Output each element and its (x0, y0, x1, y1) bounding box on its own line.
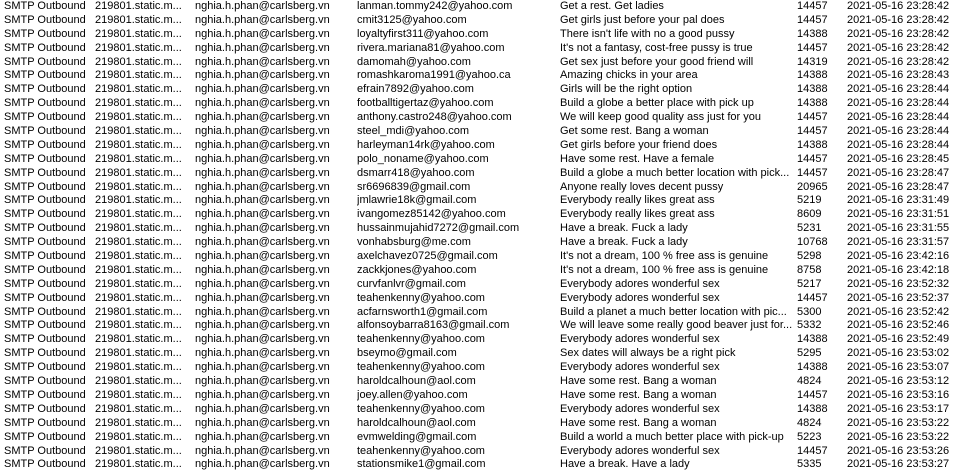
log-row[interactable] (0, 458, 960, 472)
cell-sender: nghia.h.phan@carlsberg.vn (195, 13, 330, 26)
log-row[interactable] (0, 42, 960, 56)
log-row[interactable] (0, 97, 960, 111)
cell-time: 2021-05-16 23:53:27 (847, 458, 950, 471)
cell-subject: Have a break. Have a lady (560, 458, 690, 471)
cell-subject: We will keep good quality ass just for you (560, 111, 761, 124)
cell-server: 219801.static.m... (95, 97, 182, 110)
cell-sender: nghia.h.phan@carlsberg.vn (195, 277, 330, 290)
cell-type: SMTP Outbound (4, 263, 86, 276)
cell-time: 2021-05-16 23:53:26 (847, 444, 950, 457)
cell-type: SMTP Outbound (4, 250, 86, 263)
cell-server: 219801.static.m... (95, 208, 182, 221)
log-row[interactable] (0, 28, 960, 42)
cell-time: 2021-05-16 23:28:44 (847, 83, 950, 96)
cell-sender: nghia.h.phan@carlsberg.vn (195, 361, 330, 374)
cell-subject: Sex dates will always be a right pick (560, 347, 736, 360)
cell-recipient: romashkaroma1991@yahoo.ca (357, 69, 511, 82)
cell-subject: Anyone really loves decent pussy (560, 180, 724, 193)
cell-time: 2021-05-16 23:52:42 (847, 305, 950, 318)
cell-time: 2021-05-16 23:53:07 (847, 361, 950, 374)
cell-subject: We will leave some really good beaver just for... (560, 319, 792, 332)
cell-recipient: rivera.mariana81@yahoo.com (357, 41, 505, 54)
log-row[interactable] (0, 306, 960, 320)
log-row[interactable] (0, 333, 960, 347)
cell-time: 2021-05-16 23:28:45 (847, 152, 950, 165)
cell-subject: It's not a dream, 100 % free ass is genuine (560, 263, 769, 276)
cell-size: 14388 (797, 333, 828, 346)
cell-sender: nghia.h.phan@carlsberg.vn (195, 347, 330, 360)
cell-size: 20965 (797, 180, 828, 193)
cell-time: 2021-05-16 23:28:42 (847, 27, 950, 40)
cell-size: 5217 (797, 277, 822, 290)
cell-time: 2021-05-16 23:31:55 (847, 222, 950, 235)
cell-recipient: joey.allen@yahoo.com (357, 388, 468, 401)
log-row[interactable] (0, 319, 960, 333)
cell-subject: Everybody adores wonderful sex (560, 402, 720, 415)
cell-time: 2021-05-16 23:53:02 (847, 347, 950, 360)
cell-type: SMTP Outbound (4, 166, 86, 179)
cell-subject: Get a rest. Get ladies (560, 0, 664, 12)
cell-subject: Get girls just before your pal does (560, 13, 725, 26)
cell-server: 219801.static.m... (95, 416, 182, 429)
cell-server: 219801.static.m... (95, 125, 182, 138)
cell-time: 2021-05-16 23:53:16 (847, 388, 950, 401)
cell-server: 219801.static.m... (95, 319, 182, 332)
cell-time: 2021-05-16 23:28:47 (847, 180, 950, 193)
cell-size: 14457 (797, 0, 828, 12)
log-row[interactable] (0, 222, 960, 236)
cell-sender: nghia.h.phan@carlsberg.vn (195, 458, 330, 471)
cell-recipient: hussainmujahid7272@gmail.com (357, 222, 520, 235)
cell-subject: There isn't life with no a good pussy (560, 27, 735, 40)
cell-type: SMTP Outbound (4, 125, 86, 138)
cell-type: SMTP Outbound (4, 458, 86, 471)
cell-size: 10768 (797, 236, 828, 249)
cell-type: SMTP Outbound (4, 388, 86, 401)
cell-size: 14388 (797, 27, 828, 40)
cell-server: 219801.static.m... (95, 83, 182, 96)
cell-size: 14457 (797, 41, 828, 54)
cell-type: SMTP Outbound (4, 41, 86, 54)
cell-subject: Everybody adores wonderful sex (560, 361, 720, 374)
cell-sender: nghia.h.phan@carlsberg.vn (195, 55, 330, 68)
log-row[interactable] (0, 347, 960, 361)
cell-recipient: anthony.castro248@yahoo.com (357, 111, 512, 124)
cell-sender: nghia.h.phan@carlsberg.vn (195, 152, 330, 165)
cell-time: 2021-05-16 23:42:16 (847, 250, 950, 263)
cell-subject: Have some rest. Bang a woman (560, 375, 717, 388)
cell-server: 219801.static.m... (95, 55, 182, 68)
cell-recipient: ivangomez85142@yahoo.com (357, 208, 506, 221)
cell-time: 2021-05-16 23:31:57 (847, 236, 950, 249)
cell-recipient: polo_noname@yahoo.com (357, 152, 489, 165)
cell-recipient: teahenkenny@yahoo.com (357, 333, 485, 346)
cell-time: 2021-05-16 23:28:42 (847, 13, 950, 26)
cell-subject: Everybody really likes great ass (560, 208, 715, 221)
cell-server: 219801.static.m... (95, 291, 182, 304)
cell-subject: Build a globe a better place with pick up (560, 97, 754, 110)
cell-recipient: zackkjones@yahoo.com (357, 263, 477, 276)
cell-recipient: damomah@yahoo.com (357, 55, 471, 68)
cell-sender: nghia.h.phan@carlsberg.vn (195, 263, 330, 276)
cell-size: 14388 (797, 361, 828, 374)
cell-subject: Build a planet a much better location with pic... (560, 305, 787, 318)
cell-recipient: dsmarr418@yahoo.com (357, 166, 475, 179)
cell-recipient: vonhabsburg@me.com (357, 236, 471, 249)
log-row[interactable] (0, 153, 960, 167)
cell-time: 2021-05-16 23:53:22 (847, 430, 950, 443)
cell-subject: It's not a fantasy, cost-free pussy is true (560, 41, 753, 54)
cell-type: SMTP Outbound (4, 375, 86, 388)
cell-type: SMTP Outbound (4, 208, 86, 221)
log-row[interactable] (0, 208, 960, 222)
cell-subject: Build a world a much better place with pick-up (560, 430, 784, 443)
cell-sender: nghia.h.phan@carlsberg.vn (195, 27, 330, 40)
cell-sender: nghia.h.phan@carlsberg.vn (195, 194, 330, 207)
cell-sender: nghia.h.phan@carlsberg.vn (195, 291, 330, 304)
log-row[interactable] (0, 431, 960, 445)
cell-server: 219801.static.m... (95, 222, 182, 235)
cell-size: 4824 (797, 375, 822, 388)
cell-time: 2021-05-16 23:42:18 (847, 263, 950, 276)
cell-recipient: stationsmike1@gmail.com (357, 458, 486, 471)
cell-sender: nghia.h.phan@carlsberg.vn (195, 69, 330, 82)
cell-recipient: bseymo@gmail.com (357, 347, 457, 360)
cell-type: SMTP Outbound (4, 138, 86, 151)
cell-server: 219801.static.m... (95, 444, 182, 457)
cell-recipient: teahenkenny@yahoo.com (357, 361, 485, 374)
cell-size: 5298 (797, 250, 822, 263)
cell-type: SMTP Outbound (4, 319, 86, 332)
cell-server: 219801.static.m... (95, 305, 182, 318)
cell-time: 2021-05-16 23:53:17 (847, 402, 950, 415)
cell-type: SMTP Outbound (4, 69, 86, 82)
cell-recipient: cmit3125@yahoo.com (357, 13, 467, 26)
log-row[interactable] (0, 361, 960, 375)
cell-time: 2021-05-16 23:28:44 (847, 125, 950, 138)
cell-sender: nghia.h.phan@carlsberg.vn (195, 166, 330, 179)
cell-subject: Everybody adores wonderful sex (560, 333, 720, 346)
cell-sender: nghia.h.phan@carlsberg.vn (195, 430, 330, 443)
cell-subject: Amazing chicks in your area (560, 69, 698, 82)
log-row[interactable] (0, 194, 960, 208)
cell-server: 219801.static.m... (95, 138, 182, 151)
cell-size: 14457 (797, 111, 828, 124)
cell-time: 2021-05-16 23:52:46 (847, 319, 950, 332)
cell-server: 219801.static.m... (95, 111, 182, 124)
cell-recipient: steel_mdi@yahoo.com (357, 125, 470, 138)
log-row[interactable] (0, 83, 960, 97)
cell-server: 219801.static.m... (95, 180, 182, 193)
cell-size: 14457 (797, 388, 828, 401)
cell-type: SMTP Outbound (4, 444, 86, 457)
cell-size: 14388 (797, 97, 828, 110)
cell-sender: nghia.h.phan@carlsberg.vn (195, 138, 330, 151)
cell-sender: nghia.h.phan@carlsberg.vn (195, 222, 330, 235)
cell-subject: Everybody adores wonderful sex (560, 291, 720, 304)
cell-recipient: footballtigertaz@yahoo.com (357, 97, 494, 110)
cell-recipient: axelchavez0725@gmail.com (357, 250, 498, 263)
cell-size: 5335 (797, 458, 822, 471)
cell-recipient: alfonsoybarra8163@gmail.com (357, 319, 510, 332)
log-row[interactable] (0, 69, 960, 83)
log-row[interactable] (0, 139, 960, 153)
cell-sender: nghia.h.phan@carlsberg.vn (195, 0, 330, 12)
cell-size: 14388 (797, 69, 828, 82)
cell-server: 219801.static.m... (95, 402, 182, 415)
cell-subject: Everybody adores wonderful sex (560, 277, 720, 290)
cell-type: SMTP Outbound (4, 194, 86, 207)
cell-sender: nghia.h.phan@carlsberg.vn (195, 416, 330, 429)
cell-type: SMTP Outbound (4, 0, 86, 12)
cell-recipient: efrain7892@yahoo.com (357, 83, 474, 96)
log-row[interactable] (0, 292, 960, 306)
cell-time: 2021-05-16 23:52:49 (847, 333, 950, 346)
log-row[interactable] (0, 264, 960, 278)
cell-time: 2021-05-16 23:28:44 (847, 138, 950, 151)
log-row[interactable] (0, 111, 960, 125)
cell-server: 219801.static.m... (95, 27, 182, 40)
log-row[interactable] (0, 0, 960, 14)
cell-type: SMTP Outbound (4, 291, 86, 304)
cell-server: 219801.static.m... (95, 41, 182, 54)
log-row[interactable] (0, 417, 960, 431)
cell-type: SMTP Outbound (4, 55, 86, 68)
cell-server: 219801.static.m... (95, 152, 182, 165)
cell-subject: Get some rest. Bang a woman (560, 125, 709, 138)
cell-time: 2021-05-16 23:28:44 (847, 111, 950, 124)
log-row[interactable] (0, 389, 960, 403)
cell-recipient: acfarnsworth1@gmail.com (357, 305, 488, 318)
cell-size: 14457 (797, 444, 828, 457)
cell-time: 2021-05-16 23:28:42 (847, 55, 950, 68)
cell-size: 5231 (797, 222, 822, 235)
cell-recipient: teahenkenny@yahoo.com (357, 291, 485, 304)
cell-subject: Girls will be the right option (560, 83, 693, 96)
cell-type: SMTP Outbound (4, 333, 86, 346)
cell-server: 219801.static.m... (95, 375, 182, 388)
cell-type: SMTP Outbound (4, 402, 86, 415)
cell-server: 219801.static.m... (95, 236, 182, 249)
cell-sender: nghia.h.phan@carlsberg.vn (195, 333, 330, 346)
cell-size: 14457 (797, 152, 828, 165)
cell-server: 219801.static.m... (95, 13, 182, 26)
cell-type: SMTP Outbound (4, 416, 86, 429)
cell-sender: nghia.h.phan@carlsberg.vn (195, 305, 330, 318)
cell-size: 5223 (797, 430, 822, 443)
cell-sender: nghia.h.phan@carlsberg.vn (195, 444, 330, 457)
cell-server: 219801.static.m... (95, 250, 182, 263)
cell-size: 5219 (797, 194, 822, 207)
cell-subject: Get sex just before your good friend will (560, 55, 754, 68)
cell-time: 2021-05-16 23:28:47 (847, 166, 950, 179)
cell-server: 219801.static.m... (95, 166, 182, 179)
cell-type: SMTP Outbound (4, 27, 86, 40)
cell-server: 219801.static.m... (95, 69, 182, 82)
cell-type: SMTP Outbound (4, 430, 86, 443)
log-row[interactable] (0, 236, 960, 250)
cell-time: 2021-05-16 23:28:42 (847, 0, 950, 12)
cell-recipient: loyaltyfirst311@yahoo.com (357, 27, 489, 40)
cell-size: 14457 (797, 291, 828, 304)
cell-recipient: curvfanlvr@gmail.com (357, 277, 466, 290)
cell-type: SMTP Outbound (4, 13, 86, 26)
cell-server: 219801.static.m... (95, 458, 182, 471)
cell-server: 219801.static.m... (95, 263, 182, 276)
cell-recipient: teahenkenny@yahoo.com (357, 444, 485, 457)
cell-size: 14388 (797, 83, 828, 96)
cell-subject: Have some rest. Bang a woman (560, 416, 717, 429)
cell-server: 219801.static.m... (95, 347, 182, 360)
cell-sender: nghia.h.phan@carlsberg.vn (195, 180, 330, 193)
cell-subject: Have a break. Fuck a lady (560, 222, 688, 235)
cell-time: 2021-05-16 23:31:51 (847, 208, 950, 221)
cell-time: 2021-05-16 23:53:12 (847, 375, 950, 388)
cell-subject: Build a globe a much better location with pick... (560, 166, 790, 179)
cell-time: 2021-05-16 23:53:22 (847, 416, 950, 429)
cell-recipient: lanman.tommy242@yahoo.com (357, 0, 513, 12)
log-row[interactable] (0, 181, 960, 195)
log-row[interactable] (0, 278, 960, 292)
cell-size: 14319 (797, 55, 828, 68)
cell-sender: nghia.h.phan@carlsberg.vn (195, 208, 330, 221)
cell-size: 14457 (797, 125, 828, 138)
cell-sender: nghia.h.phan@carlsberg.vn (195, 319, 330, 332)
cell-size: 4824 (797, 416, 822, 429)
cell-recipient: jmlawrie18k@gmail.com (357, 194, 477, 207)
cell-type: SMTP Outbound (4, 347, 86, 360)
cell-subject: It's not a dream, 100 % free ass is genuine (560, 250, 769, 263)
cell-size: 14388 (797, 138, 828, 151)
cell-size: 8758 (797, 263, 822, 276)
log-row[interactable] (0, 375, 960, 389)
cell-sender: nghia.h.phan@carlsberg.vn (195, 388, 330, 401)
log-row[interactable] (0, 167, 960, 181)
cell-recipient: haroldcalhoun@aol.com (357, 416, 476, 429)
cell-size: 5300 (797, 305, 822, 318)
cell-size: 14457 (797, 166, 828, 179)
cell-recipient: harleyman14rk@yahoo.com (357, 138, 495, 151)
cell-sender: nghia.h.phan@carlsberg.vn (195, 250, 330, 263)
cell-server: 219801.static.m... (95, 361, 182, 374)
cell-recipient: evmwelding@gmail.com (357, 430, 477, 443)
cell-time: 2021-05-16 23:28:44 (847, 97, 950, 110)
cell-type: SMTP Outbound (4, 305, 86, 318)
cell-time: 2021-05-16 23:52:32 (847, 277, 950, 290)
log-row[interactable] (0, 403, 960, 417)
cell-server: 219801.static.m... (95, 0, 182, 12)
cell-time: 2021-05-16 23:52:37 (847, 291, 950, 304)
cell-sender: nghia.h.phan@carlsberg.vn (195, 41, 330, 54)
cell-type: SMTP Outbound (4, 180, 86, 193)
cell-subject: Have a break. Fuck a lady (560, 236, 688, 249)
cell-type: SMTP Outbound (4, 361, 86, 374)
cell-recipient: sr6696839@gmail.com (357, 180, 471, 193)
cell-type: SMTP Outbound (4, 222, 86, 235)
log-row[interactable] (0, 445, 960, 459)
cell-subject: Get girls before your friend does (560, 138, 718, 151)
log-row[interactable] (0, 125, 960, 139)
cell-time: 2021-05-16 23:31:49 (847, 194, 950, 207)
cell-type: SMTP Outbound (4, 236, 86, 249)
cell-type: SMTP Outbound (4, 111, 86, 124)
cell-time: 2021-05-16 23:28:43 (847, 69, 950, 82)
cell-sender: nghia.h.phan@carlsberg.vn (195, 111, 330, 124)
log-row[interactable] (0, 250, 960, 264)
cell-subject: Everybody adores wonderful sex (560, 444, 720, 457)
cell-sender: nghia.h.phan@carlsberg.vn (195, 83, 330, 96)
log-row[interactable] (0, 56, 960, 70)
cell-recipient: haroldcalhoun@aol.com (357, 375, 476, 388)
cell-type: SMTP Outbound (4, 277, 86, 290)
cell-sender: nghia.h.phan@carlsberg.vn (195, 375, 330, 388)
cell-size: 14457 (797, 13, 828, 26)
cell-subject: Have some rest. Bang a woman (560, 388, 717, 401)
cell-sender: nghia.h.phan@carlsberg.vn (195, 236, 330, 249)
cell-sender: nghia.h.phan@carlsberg.vn (195, 97, 330, 110)
log-row[interactable] (0, 14, 960, 28)
cell-sender: nghia.h.phan@carlsberg.vn (195, 402, 330, 415)
cell-size: 14388 (797, 402, 828, 415)
cell-type: SMTP Outbound (4, 152, 86, 165)
cell-type: SMTP Outbound (4, 83, 86, 96)
cell-sender: nghia.h.phan@carlsberg.vn (195, 125, 330, 138)
cell-time: 2021-05-16 23:28:42 (847, 41, 950, 54)
cell-server: 219801.static.m... (95, 277, 182, 290)
cell-server: 219801.static.m... (95, 430, 182, 443)
cell-size: 8609 (797, 208, 822, 221)
cell-subject: Everybody really likes great ass (560, 194, 715, 207)
cell-size: 5295 (797, 347, 822, 360)
cell-type: SMTP Outbound (4, 97, 86, 110)
cell-server: 219801.static.m... (95, 333, 182, 346)
cell-recipient: teahenkenny@yahoo.com (357, 402, 485, 415)
cell-size: 5332 (797, 319, 822, 332)
cell-server: 219801.static.m... (95, 194, 182, 207)
cell-subject: Have some rest. Have a female (560, 152, 715, 165)
cell-server: 219801.static.m... (95, 388, 182, 401)
